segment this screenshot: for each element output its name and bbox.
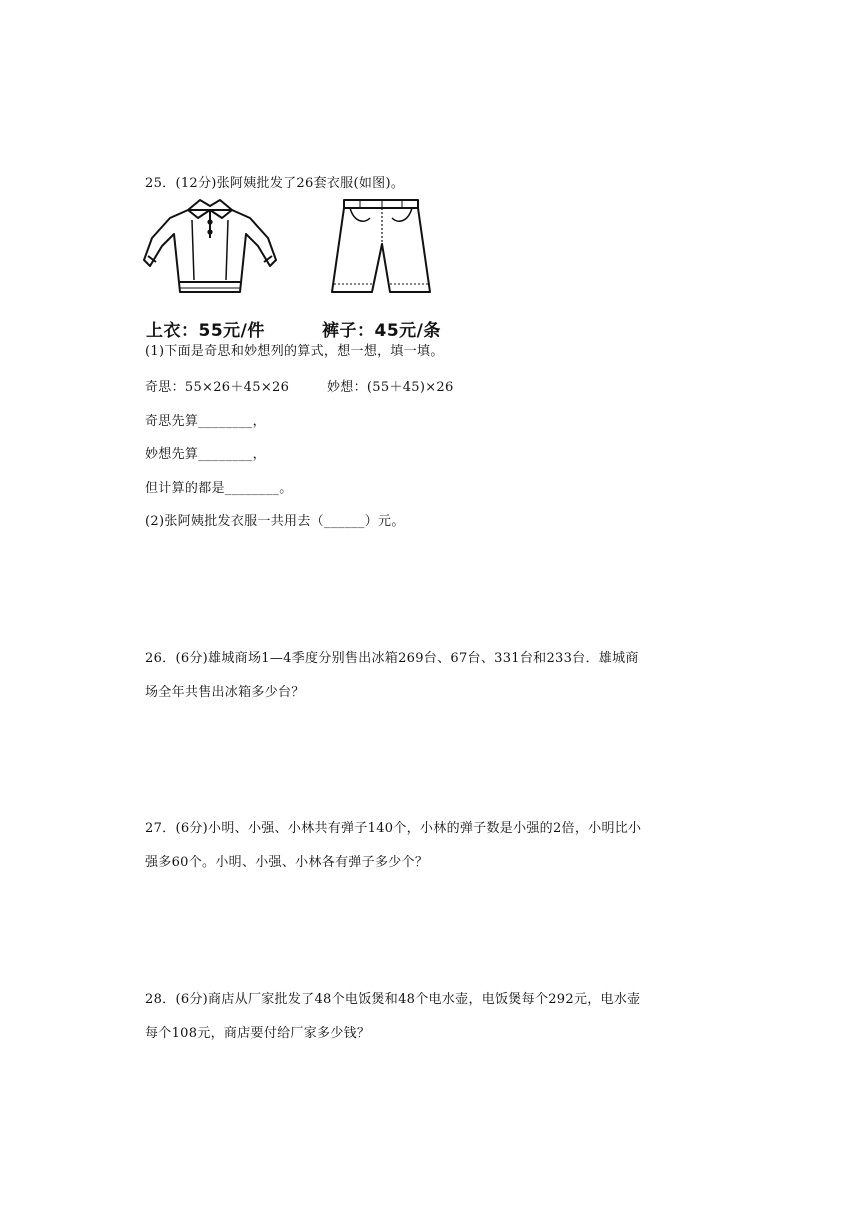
q25-formulas-qisi: 奇思：55×26＋45×26 [145,380,290,395]
q26-line1: 26．(6分)雄城商场1—4季度分别售出冰箱269台、67台、331台和233台．雄城商 [145,651,639,666]
q28-line1: 28．(6分)商店从厂家批发了48个电饭煲和48个电水壶，电饭煲每个292元，电水壶 [145,992,641,1007]
q27-line2: 强多60个。小明、小强、小林各有弹子多少个？ [145,855,429,870]
shirt-illustration [140,196,280,304]
q25-formulas-miaoxiang: 妙想：(55＋45)×26 [327,380,454,395]
q25-heading: 25．(12分)张阿姨批发了26套衣服(如图)。 [145,176,405,191]
pants-price-caption: 裤子：45元/条 [322,321,441,341]
q25-fill1: 奇思先算________， [145,414,266,429]
q28-line2: 每个108元，商店要付给厂家多少钱？ [145,1026,371,1041]
q26-line2: 场全年共售出冰箱多少台？ [145,685,305,700]
q25-part1: (1)下面是奇思和妙想列的算式，想一想，填一填。 [145,344,444,359]
shirt-price-caption: 上衣：55元/件 [146,321,265,341]
q25-fill3: 但计算的都是________。 [145,481,293,496]
q27-line1: 27．(6分)小明、小强、小林共有弹子140个，小林的弹子数是小强的2倍，小明比小 [145,821,642,836]
pants-illustration [326,196,438,300]
q25-fill2: 妙想先算________， [145,447,266,462]
q25-part2: (2)张阿姨批发衣服一共用去（______）元。 [145,514,405,529]
